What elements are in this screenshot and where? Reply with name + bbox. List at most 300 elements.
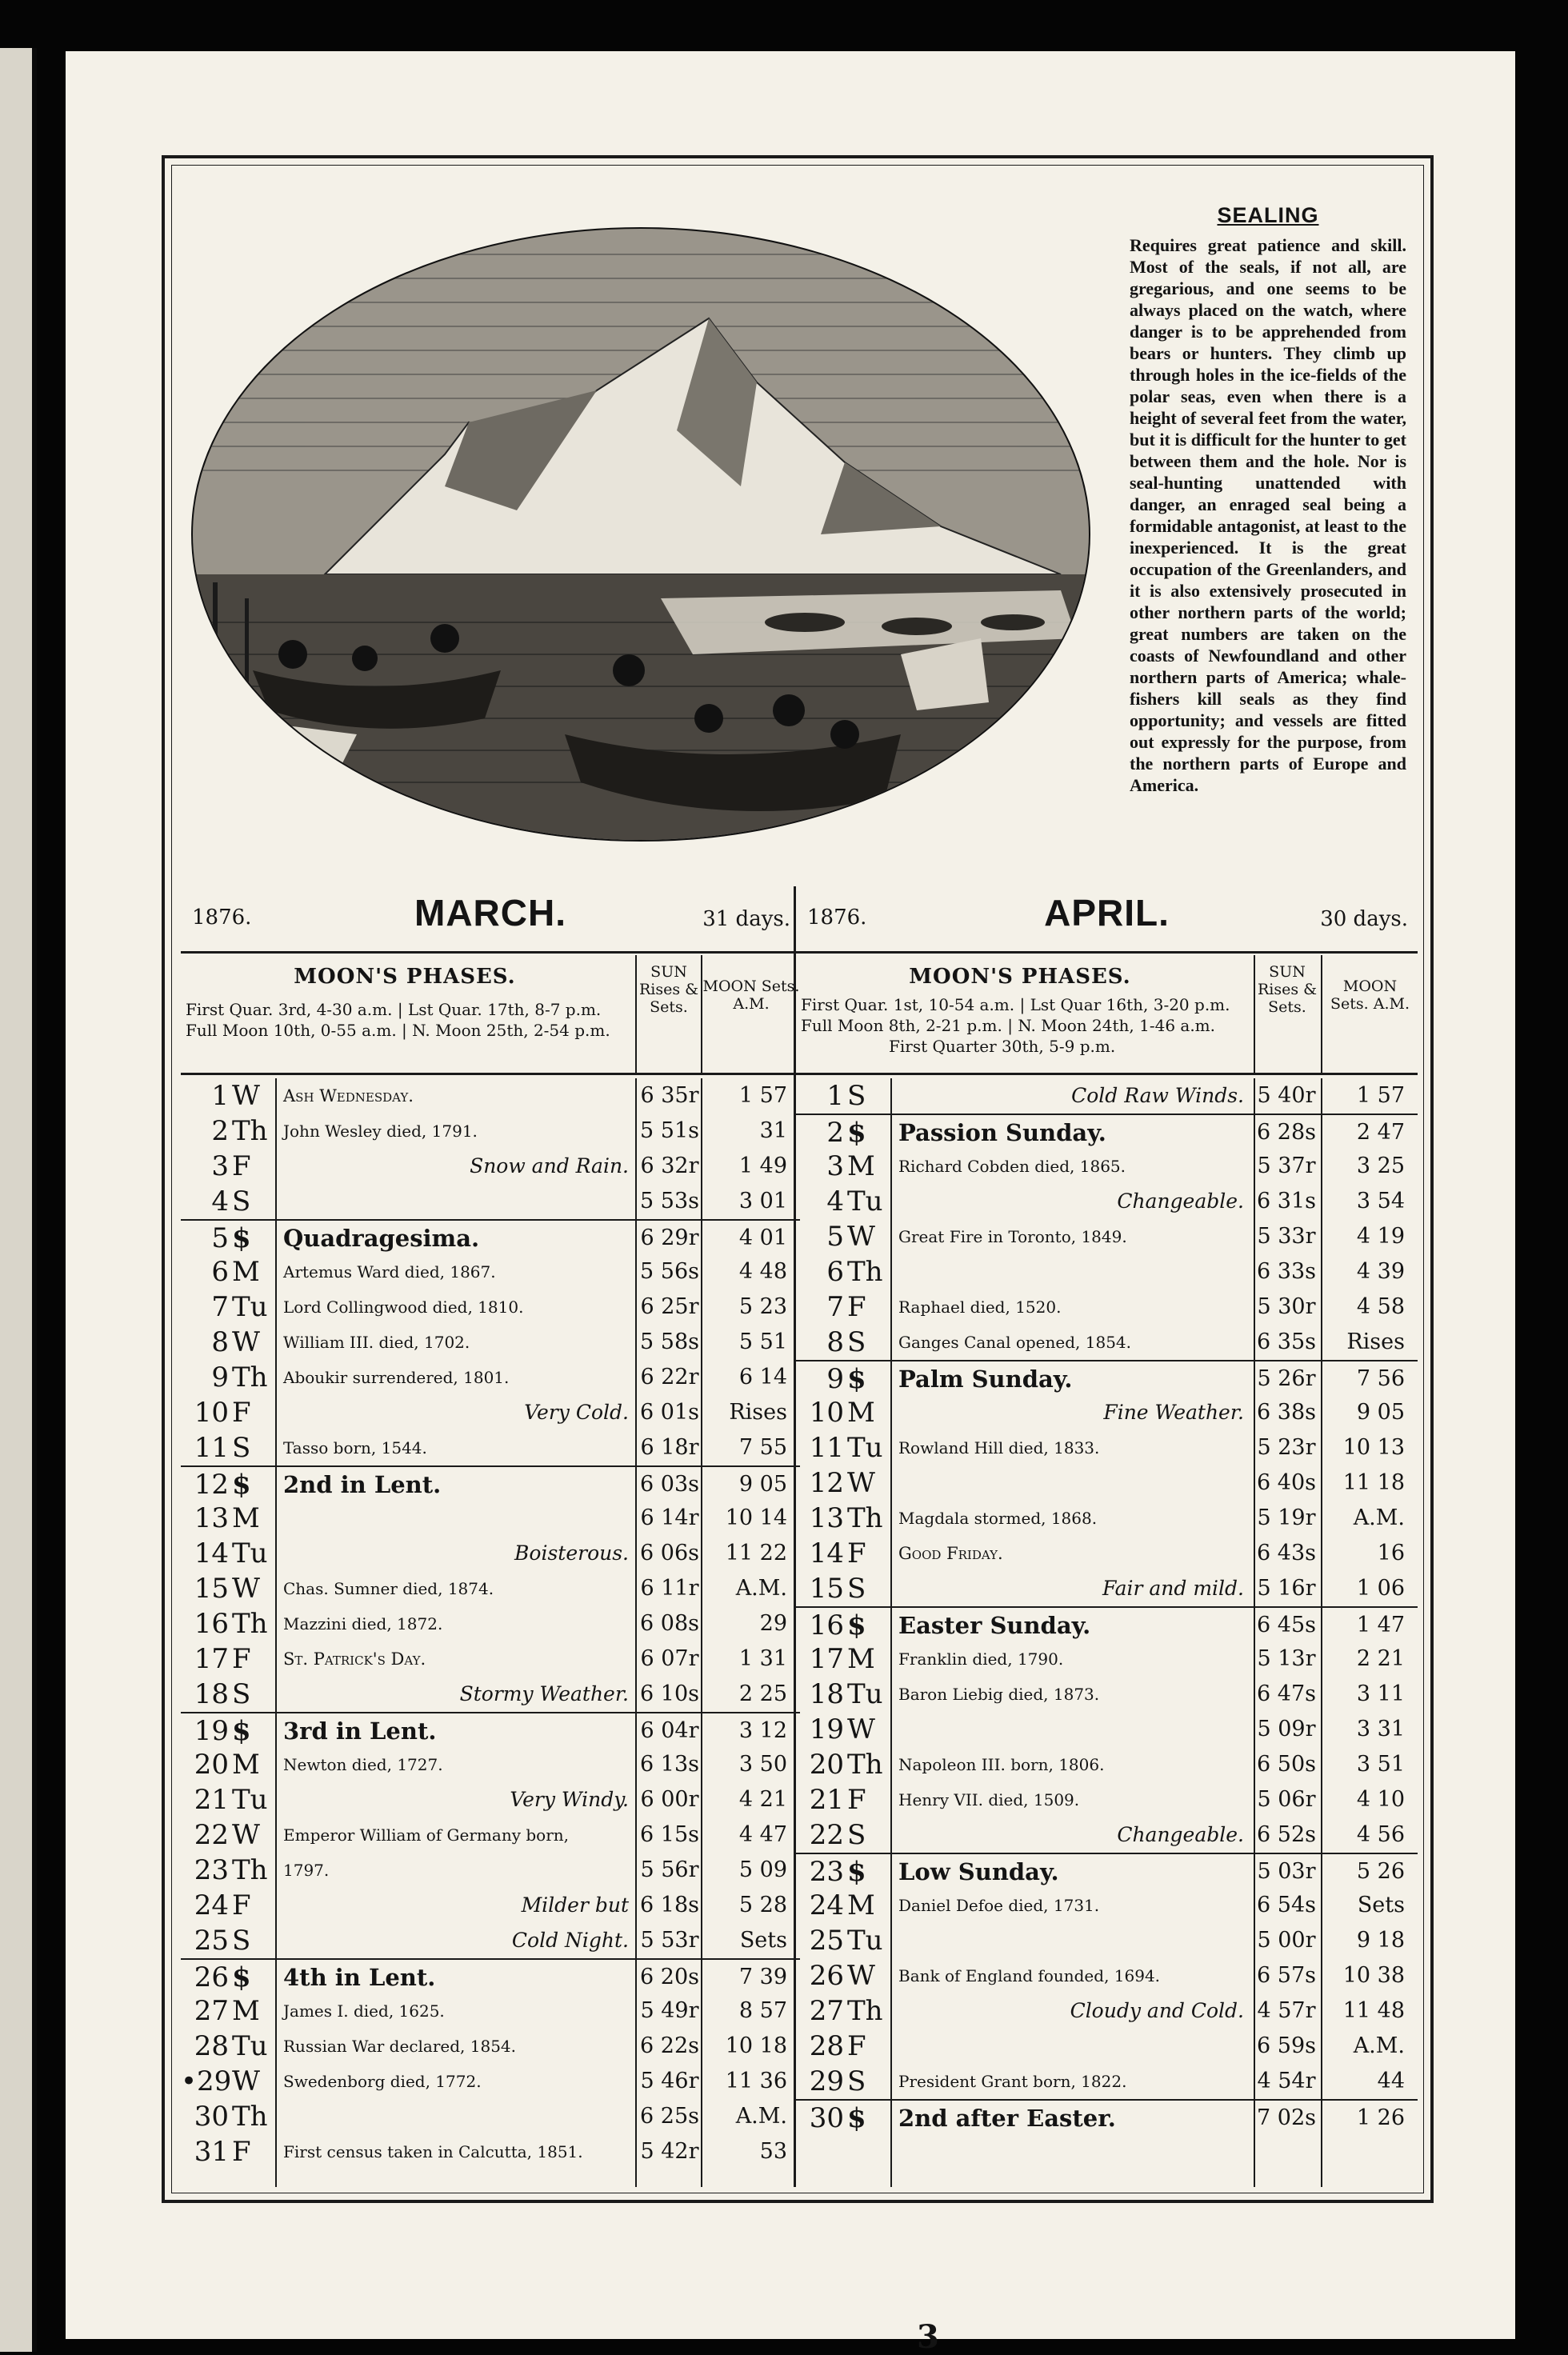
day-number: 26	[194, 1961, 229, 1993]
sun-time: 6 13s	[640, 1752, 699, 1777]
weekday: $	[232, 1469, 251, 1501]
calendar-row	[796, 1782, 1418, 1817]
event-text: Good Friday.	[898, 1544, 1003, 1563]
weekday: Tu	[232, 1537, 268, 1569]
event-text: Magdala stormed, 1868.	[898, 1509, 1098, 1528]
calendar-row	[181, 1325, 800, 1360]
sun-time: 5 42r	[640, 2139, 699, 2164]
sun-time: 5 56s	[640, 1259, 699, 1284]
day-number: 23	[194, 1854, 229, 1886]
event-text: Rowland Hill died, 1833.	[898, 1438, 1100, 1457]
day-number: 29	[809, 2065, 844, 2097]
weekday: Th	[232, 1361, 268, 1393]
day-number: 20	[809, 1749, 844, 1781]
sun-time: 5 37r	[1257, 1154, 1316, 1178]
event-text: Stormy Weather.	[459, 1682, 629, 1705]
weekday: Th	[232, 1115, 268, 1147]
moon-time: 2 21	[1356, 1646, 1405, 1671]
march-sun-header: SUN Rises & Sets.	[635, 955, 701, 1073]
calendar-row	[181, 1817, 800, 1853]
calendar-row	[796, 1606, 1418, 1641]
calendar-row	[796, 1571, 1418, 1606]
sun-time: 5 00r	[1257, 1928, 1316, 1953]
weekday: $	[232, 1715, 251, 1747]
moon-time: Sets	[1357, 1893, 1405, 1917]
weekday: $	[232, 1222, 251, 1254]
moon-time: 9 18	[1356, 1928, 1405, 1953]
moon-time: 1 49	[738, 1154, 787, 1178]
calendar-row	[796, 1888, 1418, 1923]
calendar-row	[181, 2134, 800, 2169]
april-phases-line2: Full Moon 8th, 2-21 p.m. | N. Moon 24th, 1-46 a.m.	[801, 1016, 1215, 1035]
moon-time: A.M.	[735, 2104, 787, 2129]
day-number: 22	[194, 1819, 229, 1851]
moon-time: 3 50	[738, 1752, 787, 1777]
calendar-row	[796, 1641, 1418, 1677]
moon-time: 4 47	[738, 1822, 787, 1847]
moon-time: 4 21	[738, 1787, 787, 1812]
weekday: Th	[847, 1995, 883, 2027]
event-text: Quadragesima.	[283, 1225, 480, 1252]
sun-time: 4 54r	[1257, 2069, 1316, 2093]
moon-time: 5 26	[1356, 1859, 1405, 1884]
sun-time: 6 52s	[1257, 1822, 1316, 1847]
sun-time: 6 01s	[640, 1400, 699, 1425]
calendar-row	[181, 1853, 800, 1888]
page-frame	[162, 155, 1434, 2355]
sun-time: 5 53r	[640, 1928, 699, 1953]
calendar-row	[796, 1254, 1418, 1289]
day-number: 4	[826, 1185, 844, 1217]
calendar-row	[796, 1289, 1418, 1325]
march-year: 1876.	[192, 906, 252, 930]
calendar-row	[796, 1501, 1418, 1536]
moon-time: 53	[759, 2139, 787, 2164]
event-text	[892, 1923, 1249, 1958]
weekday: S	[847, 1080, 866, 1112]
weekday: S	[847, 2065, 866, 2097]
sun-time: 6 06s	[640, 1541, 699, 1565]
event-text	[892, 1712, 1249, 1747]
march-calendar	[181, 886, 800, 2187]
weekday: F	[232, 2136, 251, 2168]
april-calendar	[794, 886, 1418, 2187]
event-text: Mazzini died, 1872.	[283, 1614, 443, 1633]
moon-time: 3 54	[1356, 1189, 1405, 1213]
page-number: 3	[917, 2318, 939, 2355]
weekday: W	[847, 1221, 875, 1253]
weekday: Tu	[232, 1291, 268, 1323]
sun-time: 5 26r	[1257, 1366, 1316, 1391]
weekday: W	[847, 1713, 875, 1745]
sun-time: 6 10s	[640, 1681, 699, 1706]
event-text: Napoleon III. born, 1806.	[898, 1755, 1105, 1774]
moon-time: 3 51	[1356, 1752, 1405, 1777]
sun-time: 6 20s	[640, 1965, 699, 1989]
calendar-row	[796, 1360, 1418, 1395]
event-text: Franklin died, 1790.	[898, 1649, 1064, 1669]
day-number: 15	[809, 1573, 844, 1605]
calendar-row	[796, 1219, 1418, 1254]
weekday: S	[232, 1185, 251, 1217]
sun-time: 6 18r	[640, 1435, 699, 1460]
calendar-row	[796, 1712, 1418, 1747]
calendar-row	[796, 2099, 1418, 2134]
moon-time: 10 18	[725, 2033, 787, 2058]
day-number: 2	[211, 1115, 229, 1147]
event-text: Russian War declared, 1854.	[283, 2037, 517, 2056]
weekday: Tu	[847, 1432, 883, 1464]
sun-time: 5 03r	[1257, 1859, 1316, 1884]
event-text: Raphael died, 1520.	[898, 1297, 1062, 1317]
sun-time: 6 35r	[640, 1083, 699, 1108]
moon-time: 16	[1377, 1541, 1405, 1565]
weekday: Tu	[847, 1185, 883, 1217]
day-number: 24	[809, 1889, 844, 1921]
moon-time: 11 48	[1342, 1998, 1405, 2023]
sun-time: 6 11r	[640, 1576, 699, 1601]
moon-time: 4 56	[1356, 1822, 1405, 1847]
sun-time: 6 25r	[640, 1294, 699, 1319]
calendar-row	[796, 2064, 1418, 2099]
day-number: 13	[809, 1502, 844, 1534]
calendar-row	[181, 1958, 800, 1993]
weekday: F	[232, 1643, 251, 1675]
day-number: 27	[809, 1995, 844, 2027]
weekday: M	[232, 1256, 260, 1288]
calendar-row	[181, 1184, 800, 1219]
april-phases-line3: First Quarter 30th, 5-9 p.m.	[889, 1037, 1116, 1056]
event-text: Cloudy and Cold.	[1070, 1999, 1244, 2022]
moon-time: 4 58	[1356, 1294, 1405, 1319]
event-text: Palm Sunday.	[898, 1365, 1073, 1393]
sun-time: 6 31s	[1257, 1189, 1316, 1213]
day-number: 12	[809, 1467, 844, 1499]
day-number: 3	[211, 1150, 229, 1182]
calendar-row	[796, 1149, 1418, 1184]
weekday: $	[847, 2102, 866, 2134]
calendar-row	[796, 1078, 1418, 1114]
weekday: W	[232, 2065, 260, 2097]
sun-time: 6 35s	[1257, 1329, 1316, 1354]
sun-time: 6 50s	[1257, 1752, 1316, 1777]
day-number: 19	[809, 1713, 844, 1745]
weekday: W	[232, 1080, 260, 1112]
sun-time: 5 09r	[1257, 1717, 1316, 1741]
day-number: 5	[211, 1222, 229, 1254]
calendar-row	[181, 1219, 800, 1254]
day-number: 13	[194, 1502, 229, 1534]
weekday: W	[232, 1819, 260, 1851]
moon-time: 5 09	[738, 1857, 787, 1882]
sun-time: 6 04r	[640, 1718, 699, 1743]
day-number: 19	[194, 1715, 229, 1747]
day-number: 25	[809, 1925, 844, 1957]
day-number: 6	[826, 1256, 844, 1288]
event-text: Tasso born, 1544.	[283, 1438, 427, 1457]
event-text	[892, 1465, 1249, 1501]
weekday: Th	[232, 1608, 268, 1640]
moon-time: 11 36	[725, 2069, 787, 2093]
event-text: Henry VII. died, 1509.	[898, 1790, 1080, 1809]
moon-time: 9 05	[738, 1472, 787, 1497]
calendar-row	[796, 1465, 1418, 1501]
sun-time: 6 54s	[1257, 1893, 1316, 1917]
calendar-row	[181, 1782, 800, 1817]
event-text: Low Sunday.	[898, 1858, 1059, 1885]
moon-time: 1 31	[738, 1646, 787, 1671]
april-year: 1876.	[807, 906, 867, 930]
sun-time: 5 30r	[1257, 1294, 1316, 1319]
calendar-row	[181, 1430, 800, 1465]
day-number: 7	[826, 1291, 844, 1323]
sun-time: 5 06r	[1257, 1787, 1316, 1812]
sun-time: 6 15s	[640, 1822, 699, 1847]
sun-time: 6 32r	[640, 1154, 699, 1178]
weekday: S	[232, 1678, 251, 1710]
day-number: 7	[211, 1291, 229, 1323]
calendar-row	[181, 1078, 800, 1114]
calendar-row	[796, 2029, 1418, 2064]
day-number: 4	[211, 1185, 229, 1217]
day-number: 5	[826, 1221, 844, 1253]
weekday: M	[847, 1150, 875, 1182]
calendar-row	[181, 2064, 800, 2099]
calendar-row	[181, 1571, 800, 1606]
moon-time: 5 23	[738, 1294, 787, 1319]
calendar-row	[181, 1993, 800, 2029]
almanac-page	[66, 51, 1515, 2355]
sun-time: 5 40r	[1257, 1083, 1316, 1108]
event-text: Newton died, 1727.	[283, 1755, 443, 1774]
weekday: $	[847, 1363, 866, 1395]
weekday: S	[847, 1326, 866, 1358]
event-text: 2nd after Easter.	[898, 2105, 1116, 2132]
sun-time: 5 51s	[640, 1118, 699, 1143]
event-text: Richard Cobden died, 1865.	[898, 1157, 1126, 1176]
weekday: Tu	[232, 2030, 268, 2062]
calendar-row	[181, 1465, 800, 1501]
march-title: MARCH.	[414, 892, 566, 934]
moon-time: 1 57	[738, 1083, 787, 1108]
event-text: President Grant born, 1822.	[898, 2072, 1127, 2091]
event-text: Passion Sunday.	[898, 1119, 1106, 1146]
sealing-body: Requires great patience and skill. Most of the seals, if not all, are gregarious, and one seems to be always placed on the watch, where danger is to be apprehended from bears or hunters. They climb up through holes in the ice-fields of the polar seas, even when there is a height of several feet from the water, but it is difficult for the hunter to get between them and the hole. Nor is seal-hunting unattended with danger, an enraged seal being a formidable antagonist, at least to the inexperienced. It is the great occupation of the Greenlanders, and it is also extensively prosecuted in other northern parts of the world; great numbers are taken on the coasts of Newfoundland and other northern parts of America; whale-fishers kill seals as they find opportunity; and vessels are fitted out expressly for the purpose, from the northern parts of Europe and America.	[1130, 235, 1406, 795]
event-text: John Wesley died, 1791.	[283, 1122, 478, 1141]
sun-time: 6 22r	[640, 1365, 699, 1389]
moon-time: 10 14	[725, 1505, 787, 1530]
march-days: 31 days.	[702, 907, 790, 931]
calendar-row	[796, 1677, 1418, 1712]
sealing-engraving	[181, 222, 1101, 846]
moon-time: 4 19	[1356, 1224, 1405, 1249]
march-phases-line2: Full Moon 10th, 0-55 a.m. | N. Moon 25th, 2-54 p.m.	[186, 1021, 610, 1040]
event-text: Easter Sunday.	[898, 1612, 1091, 1639]
moon-time: 9 05	[1356, 1400, 1405, 1425]
sun-time: 6 43s	[1257, 1541, 1316, 1565]
day-number: 6	[211, 1256, 229, 1288]
calendar-row	[181, 1606, 800, 1641]
sun-time: 6 45s	[1257, 1613, 1316, 1637]
weekday: S	[232, 1432, 251, 1464]
april-moon-phases	[796, 955, 1418, 1075]
sun-time: 6 18s	[640, 1893, 699, 1917]
sun-time: 6 40s	[1257, 1470, 1316, 1495]
weekday: F	[847, 2030, 866, 2062]
moon-time: 10 38	[1342, 1963, 1405, 1988]
moon-time: A.M.	[1353, 2033, 1405, 2058]
event-text	[892, 2029, 1249, 2064]
day-number: 17	[809, 1643, 844, 1675]
calendar-row	[181, 1149, 800, 1184]
event-text: Cold Night.	[511, 1929, 629, 1952]
weekday: M	[232, 1749, 260, 1781]
day-number: 1	[826, 1080, 844, 1112]
day-number: 9	[826, 1363, 844, 1395]
moon-time: Rises	[1346, 1329, 1405, 1354]
weekday: S	[847, 1573, 866, 1605]
sun-time: 6 07r	[640, 1646, 699, 1671]
weekday: $	[232, 1961, 251, 1993]
moon-time: 5 51	[738, 1329, 787, 1354]
event-text: 4th in Lent.	[283, 1964, 436, 1991]
weekday: W	[232, 1573, 260, 1605]
sun-time: 6 00r	[640, 1787, 699, 1812]
day-number: 16	[809, 1609, 844, 1641]
day-number: 3	[826, 1150, 844, 1182]
weekday: M	[847, 1643, 875, 1675]
event-text: Changeable.	[1117, 1823, 1244, 1846]
day-number: 28	[809, 2030, 844, 2062]
event-text: 2nd in Lent.	[283, 1471, 442, 1498]
moon-time: A.M.	[735, 1576, 787, 1601]
april-title: APRIL.	[1044, 892, 1170, 934]
calendar-row	[181, 1747, 800, 1782]
moon-time: 1 06	[1356, 1576, 1405, 1601]
day-number: 9	[211, 1361, 229, 1393]
moon-time: 11 18	[1342, 1470, 1405, 1495]
moon-time: 4 39	[1356, 1259, 1405, 1284]
event-text: Bank of England founded, 1694.	[898, 1966, 1161, 1985]
moon-time: 4 10	[1356, 1787, 1405, 1812]
april-phases-line1: First Quar. 1st, 10-54 a.m. | Lst Quar 16th, 3-20 p.m.	[801, 995, 1230, 1014]
day-number: 11	[194, 1432, 229, 1464]
moon-time: 3 25	[1356, 1154, 1405, 1178]
day-number: 10	[809, 1397, 844, 1429]
event-text: Ganges Canal opened, 1854.	[898, 1333, 1131, 1352]
sun-time: 6 57s	[1257, 1963, 1316, 1988]
april-days: 30 days.	[1320, 907, 1408, 931]
event-text: Ash Wednesday.	[283, 1086, 414, 1106]
calendar-row	[181, 1641, 800, 1677]
sun-time: 5 19r	[1257, 1505, 1316, 1530]
event-text	[277, 1501, 634, 1536]
event-text: William III. died, 1702.	[283, 1333, 470, 1352]
calendar-row	[181, 1360, 800, 1395]
weekday: F	[847, 1537, 866, 1569]
weekday: F	[232, 1150, 251, 1182]
calendar-row	[796, 1184, 1418, 1219]
weekday: Tu	[232, 1784, 268, 1816]
event-text: Chas. Sumner died, 1874.	[283, 1579, 494, 1598]
day-number: 18	[809, 1678, 844, 1710]
weekday: Th	[847, 1749, 883, 1781]
weekday: W	[847, 1960, 875, 1992]
sun-time: 6 38s	[1257, 1400, 1316, 1425]
sun-time: 5 23r	[1257, 1435, 1316, 1460]
sun-time: 6 29r	[640, 1225, 699, 1250]
day-number: 21	[194, 1784, 229, 1816]
event-text: Very Windy.	[510, 1788, 629, 1811]
day-number: 18	[194, 1678, 229, 1710]
weekday: F	[232, 1397, 251, 1429]
event-text: Baron Liebig died, 1873.	[898, 1685, 1100, 1704]
day-number: 1	[211, 1080, 229, 1112]
day-number: 22	[809, 1819, 844, 1851]
moon-time: 2 47	[1356, 1120, 1405, 1145]
weekday: M	[847, 1397, 875, 1429]
calendar-row	[796, 1958, 1418, 1993]
moon-time: 29	[759, 1611, 787, 1636]
moon-time: 1 47	[1356, 1613, 1405, 1637]
day-number: 20	[194, 1749, 229, 1781]
moon-time: Rises	[729, 1400, 787, 1425]
weekday: Tu	[847, 1678, 883, 1710]
sun-time: 5 49r	[640, 1998, 699, 2023]
weekday: $	[847, 1856, 866, 1888]
event-text: Snow and Rain.	[470, 1154, 629, 1178]
calendar-row	[181, 1888, 800, 1923]
calendar-row	[796, 1747, 1418, 1782]
moon-time: 11 22	[725, 1541, 787, 1565]
day-number: 30	[194, 2101, 229, 2133]
calendar-row	[796, 1993, 1418, 2029]
moon-time: Sets	[739, 1928, 787, 1953]
day-number: 14	[809, 1537, 844, 1569]
sun-time: 6 28s	[1257, 1120, 1316, 1145]
weekday: Th	[847, 1502, 883, 1534]
moon-time: 4 01	[738, 1225, 787, 1250]
day-number: 17	[194, 1643, 229, 1675]
calendar-row	[796, 1817, 1418, 1853]
calendar-row	[796, 1395, 1418, 1430]
sun-time: 6 59s	[1257, 2033, 1316, 2058]
moon-time: 10 13	[1342, 1435, 1405, 1460]
day-number: 25	[194, 1925, 229, 1957]
calendar-row	[181, 1712, 800, 1747]
day-number: 10	[194, 1397, 229, 1429]
binding-strip	[0, 48, 37, 2352]
weekday: F	[847, 1784, 866, 1816]
sun-time: 4 57r	[1257, 1998, 1316, 2023]
weekday: S	[847, 1819, 866, 1851]
calendar-row	[796, 1325, 1418, 1360]
weekday: $	[847, 1117, 866, 1149]
day-number: 26	[809, 1960, 844, 1992]
day-number: 21	[809, 1784, 844, 1816]
day-number: •29	[181, 2065, 232, 2097]
calendar-row	[181, 1254, 800, 1289]
event-text: Emperor William of Germany born,	[283, 1825, 570, 1845]
event-text: Great Fire in Toronto, 1849.	[898, 1227, 1127, 1246]
sun-time: 5 33r	[1257, 1224, 1316, 1249]
weekday: W	[232, 1326, 260, 1358]
calendar-row	[181, 1114, 800, 1149]
sun-time: 6 22s	[640, 2033, 699, 2058]
weekday: Th	[232, 2101, 268, 2133]
weekday: W	[847, 1467, 875, 1499]
calendar-row	[181, 1923, 800, 1958]
